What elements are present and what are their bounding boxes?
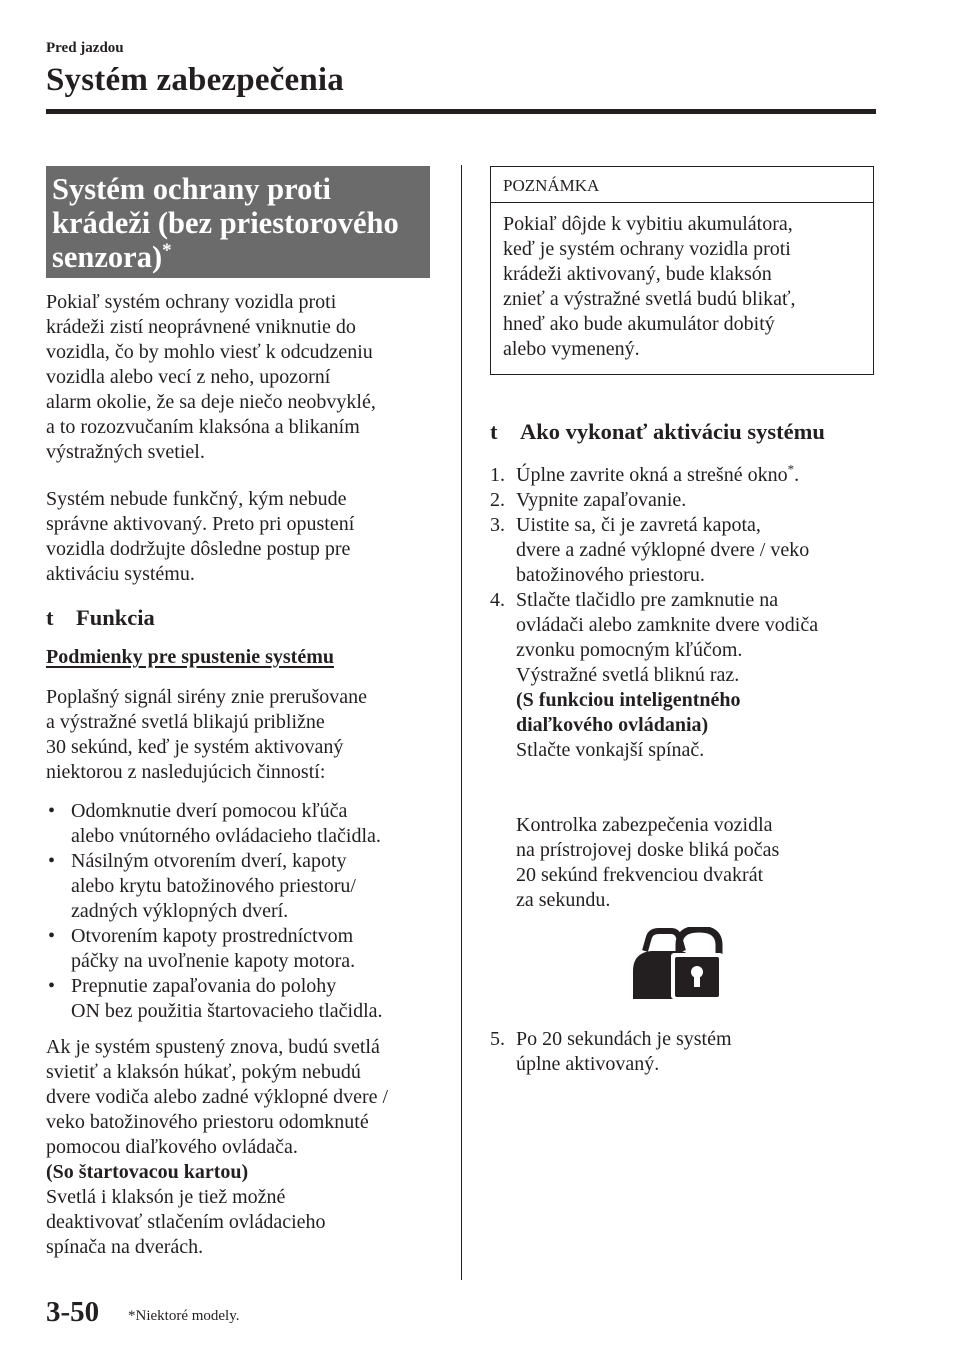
list-item: • Násilným otvorením dverí, kapoty alebo krytu batožinového priestoru/ zadných výklopných dverí. bbox=[48, 850, 356, 922]
smart-key-heading: (S funkciou inteligentného bbox=[516, 689, 741, 711]
section-marker-icon: t bbox=[46, 605, 54, 630]
retrigger-paragraph: Ak je systém spustený znova, budú svetlá svietiť a klaksón húkať, pokým nebudú dvere vodiča alebo zadné výklopné dvere / veko batožinového priestoru odomknuté pomocou diaľkového ovládača. bbox=[46, 1036, 389, 1158]
section-heading-box bbox=[46, 166, 430, 278]
activation-heading: t Ako vykonať aktiváciu systému bbox=[490, 417, 880, 447]
indicator-paragraph: Kontrolka zabezpečenia vozidla na prístrojovej doske bliká počas 20 sekúnd frekvenciou dvakrát za sekundu. bbox=[516, 814, 780, 911]
footnote: *Niektoré modely. bbox=[128, 1308, 240, 1324]
heading-line: Systém ochrany proti bbox=[52, 172, 332, 206]
list-item: • Prepnutie zapaľovania do polohy ON bez použitia štartovacieho tlačidla. bbox=[48, 975, 383, 1022]
activation-warning-paragraph: Systém nebude funkčný, kým nebude správne aktivovaný. Preto pri opustení vozidla dodržujte dôsledne postup pre aktiváciu systému. bbox=[46, 488, 355, 585]
note-box bbox=[490, 166, 874, 375]
card-paragraph: Svetlá i klaksón je tiež možné deaktivovať stlačením ovládacieho spínača na dverách. bbox=[46, 1186, 326, 1258]
heading-line: krádeži (bez priestorového bbox=[52, 206, 399, 240]
conditions-heading: Podmienky pre spustenie systému bbox=[46, 646, 334, 668]
list-item: • Odomknutie dverí pomocou kľúča alebo vnútorného ovládacieho tlačidla. bbox=[48, 800, 381, 847]
column-divider bbox=[461, 165, 462, 1280]
step-5: 5. Po 20 sekundách je systém úplne aktivovaný. bbox=[490, 1028, 732, 1075]
footnote-mark: * bbox=[787, 461, 795, 477]
section-marker-icon: t bbox=[490, 419, 498, 444]
title-rule bbox=[46, 109, 876, 114]
list-item: • Otvorením kapoty prostredníctvom páčky na uvoľnenie kapoty motora. bbox=[48, 925, 356, 972]
step-1: 1. Úplne zavrite okná a strešné okno*. bbox=[490, 461, 800, 486]
step-3: 3. Uistite sa, či je zavretá kapota, dvere a zadné výklopné dvere / veko batožinového priestoru. bbox=[490, 514, 810, 586]
footnote-mark: * bbox=[162, 239, 172, 261]
left-column bbox=[46, 166, 441, 1260]
intro-paragraph: Pokiaľ systém ochrany vozidla proti krádeži zistí neoprávnené vniknutie do vozidla, čo by mohlo viesť k odcudzeniu vozidla alebo vecí z neho, upozorní alarm okolie, že sa deje niečo neobvyklé, a to rozozvučaním klaksóna a blikaním výstražných svetiel. bbox=[46, 291, 376, 463]
page-number: 3-50 bbox=[46, 1296, 100, 1328]
page-title: Systém zabezpečenia bbox=[46, 62, 344, 98]
step-2: 2. Vypnite zapaľovanie. bbox=[490, 489, 687, 511]
step-4: 4. Stlačte tlačidlo pre zamknutie na ovládači alebo zamknite dvere vodiča zvonku pomocným kľúčom. Výstražné svetlá bliknú raz. (S funkciou inteligentného diaľkového ovládania) Stlačte vonkajší spínač. bbox=[490, 588, 880, 763]
note-title: POZNÁMKA bbox=[491, 167, 873, 203]
security-indicator-icon bbox=[627, 927, 723, 1001]
heading-line: senzora)* bbox=[52, 239, 172, 274]
section-label: Pred jazdou bbox=[46, 40, 124, 56]
card-heading: (So štartovacou kartou) bbox=[46, 1161, 249, 1183]
note-text: Pokiaľ dôjde k vybitiu akumulátora, keď je systém ochrany vozidla proti krádeži aktivovaný, bude klaksón znieť a výstražné svetlá budú blikať, hneď ako bude akumulátor dobitý alebo vymenený. bbox=[503, 213, 796, 360]
conditions-paragraph: Poplašný signál sirény znie prerušovane a výstražné svetlá blikajú približne 30 sekúnd, keď je systém aktivovaný niektorou z nasledujúcich činností: bbox=[46, 686, 368, 783]
function-heading: t Funkcia bbox=[46, 603, 441, 633]
